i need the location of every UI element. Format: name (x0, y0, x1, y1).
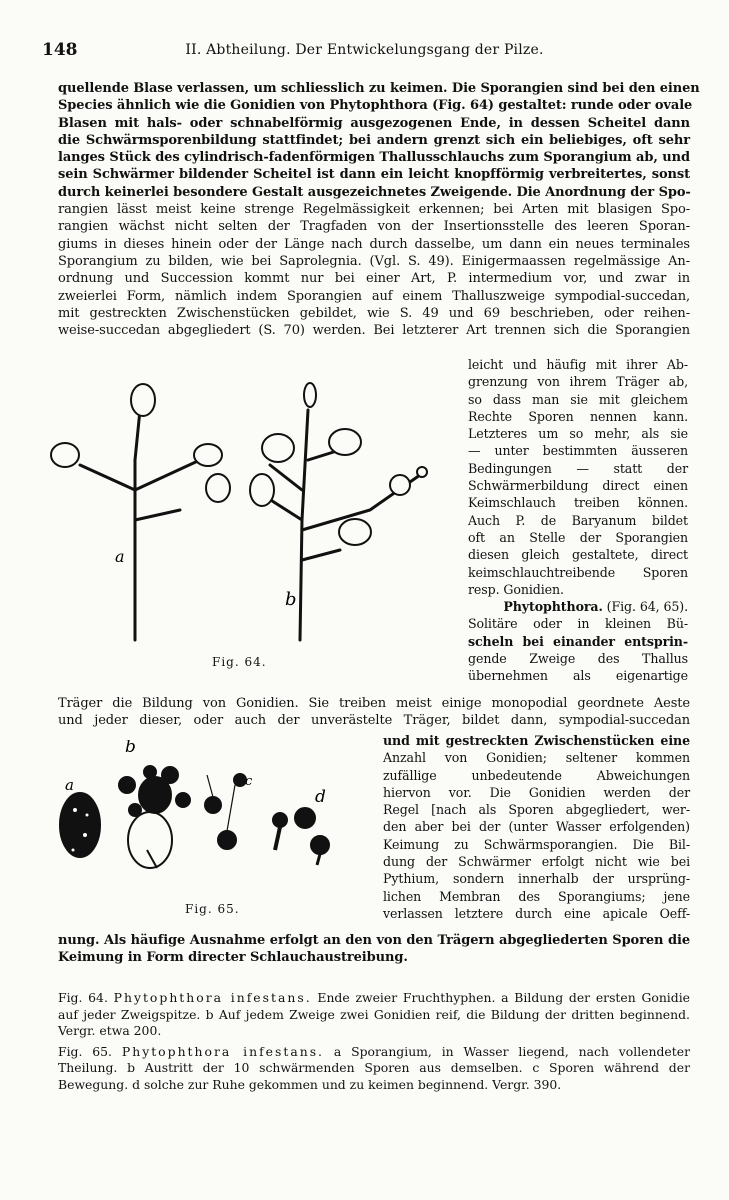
text-line: ordnung und Succession kommt nur bei einer Art, P. intermedium vor, und zwar in (58, 271, 690, 287)
text-line: rangien lässt meist keine strenge Regelmässigkeit erkennen; bei Arten mit blasigen Spo- (58, 202, 690, 218)
paragraph-5 (58, 932, 690, 967)
text-line: sein Schwärmer bildender Scheitel ist dann ein leicht knopfförmig verbreitertes, sonst (58, 167, 690, 183)
text-line: Keimung in Form directer Schlauchaustreibung. (58, 950, 408, 966)
text-line: Regel [nach als Sporen abgegliedert, wer- (383, 802, 690, 818)
text-line: zweierlei Form, nämlich indem Sporangien auf einem Thalluszweige sympodial-succedan, (58, 288, 690, 304)
text-line: Sporangium zu bilden, wie bei Saprolegnia. (Vgl. S. 49). Einigermaassen regelmässige An- (58, 253, 690, 269)
text-line: hiervon vor. Die Gonidien werden der (383, 784, 690, 800)
caption-fig65 (58, 1044, 690, 1094)
caption-label: Fig. 65. (58, 1043, 112, 1059)
text-line: weise-succedan abgegliedert (S. 70) werden. Bei letzterer Art trennen sich die Sporangien (58, 323, 690, 339)
section-heading-line (468, 598, 688, 615)
text-line: Keimung zu Schwärmsporangien. Die Bil- (383, 836, 690, 852)
text-line: — unter bestimmten äusseren (468, 443, 688, 459)
figure-65-label: Fig. 65. (185, 902, 240, 916)
text-line: oft an Stelle der Sporangien (468, 529, 688, 545)
text-line: zufällige unbedeutende Abweichungen (383, 767, 690, 783)
fig65-label-a: a (65, 776, 74, 794)
text-line: Blasen mit hals- oder schnabelförmig ausgezogenen Ende, in dessen Scheitel dann (58, 115, 690, 131)
text-line: quellende Blase verlassen, um schliesslich zu keimen. Die Sporangien sind bei den einen (58, 81, 700, 96)
figure-64-label: Fig. 64. (212, 655, 267, 669)
fig64-label-b: b (285, 589, 297, 610)
fig65-label-d: d (315, 787, 326, 807)
page-number: 148 (42, 40, 78, 60)
caption-fig64 (58, 990, 690, 1040)
fig65-label-b: b (125, 740, 136, 757)
text-line: gende Zweige des Thallus (468, 651, 688, 667)
fig64-label-a: a (115, 547, 125, 566)
paragraph-2-right-column (468, 356, 688, 685)
section-heading-ref: (Fig. 64, 65). (606, 599, 688, 615)
text-line: resp. Gonidien. (468, 581, 564, 597)
caption-text: Ende zweier Fruchthyphen. a Bildung der ersten Gonidie auf jeder Zweigspitze. b Auf jedem Zweige zwei Gonidien reif, die Bildung der dritten beginnend. Vergr. etwa 200. (58, 990, 690, 1039)
text-line: keimschlauchtreibende Sporen (468, 564, 688, 580)
text-line: langes Stück des cylindrisch-fadenförmigen Thallusschlauchs zum Sporangium ab, und (58, 150, 690, 166)
paragraph-3 (58, 695, 690, 730)
text-line: Pythium, sondern innerhalb der ursprüng- (383, 871, 690, 887)
text-line: grenzung von ihrem Träger ab, (468, 374, 688, 390)
text-line: rangien wächst nicht selten der Tragfaden von der Insertionsstelle des leeren Sporan- (58, 219, 690, 235)
text-line: die Schwärmsporenbildung stattfindet; bei andern grenzt sich ein beliebiges, oft sehr (58, 132, 690, 148)
running-header (42, 40, 687, 64)
paragraph-4-right-column (383, 732, 690, 922)
text-line: und mit gestreckten Zwischenstücken eine (383, 733, 690, 748)
caption-species: Phytophthora infestans. (113, 990, 312, 1005)
text-line: lichen Membran des Sporangiums; jene (383, 888, 690, 904)
running-title: II. Abtheilung. Der Entwickelungsgang der Pilze. (185, 42, 544, 58)
text-line: nung. Als häufige Ausnahme erfolgt an den von den Trägern abgegliederten Sporen die (58, 933, 690, 948)
text-line: durch keinerlei besondere Gestalt ausgezeichnetes Zweigende. Die Anordnung der Spo- (58, 184, 691, 200)
text-line: Species ähnlich wie die Gonidien von Phytophthora (Fig. 64) gestaltet: runde oder ovale (58, 98, 693, 114)
text-line: Schwärmerbildung direct einen (468, 478, 688, 494)
text-line: den aber bei der (unter Wasser erfolgenden) (383, 819, 690, 835)
text-line: Solitäre oder in kleinen Bü- (468, 616, 688, 632)
text-line: dung der Schwärmer erfolgt nicht wie bei (383, 854, 690, 870)
text-line: und jeder dieser, oder auch der unverästelte Träger, bildet dann, sympodial-succedan (58, 713, 690, 729)
text-line: verlassen letztere durch eine apicale Oeff- (383, 905, 690, 921)
figure-captions (58, 990, 690, 1098)
text-line: Rechte Sporen nennen kann. (468, 408, 688, 424)
text-line: Letzteres um so mehr, als sie (468, 426, 688, 442)
caption-text: a Sporangium, in Wasser liegend, nach vollendeter Theilung. b Austritt der 10 schwärmenden Sporen aus demselben. c Sporen während der Bewegung. d solche zur Ruhe gekommen und zu keimen beginnend. Vergr. 390. (58, 1043, 690, 1092)
text-line: Träger die Bildung von Gonidien. Sie treiben meist einige monopodial geordnete Aeste (58, 696, 690, 711)
figure-65-illustration (35, 740, 380, 920)
text-line: scheln bei einander entsprin- (468, 633, 688, 649)
fig65-label-c: c (245, 774, 253, 789)
text-line: giums in dieses hinein oder der Länge nach durch dasselbe, um dann ein neues terminales (58, 236, 690, 252)
text-line: Bedingungen — statt der (468, 460, 688, 476)
section-heading: Phytophthora. (503, 599, 603, 615)
figure-64-illustration (40, 370, 460, 650)
paragraph-1 (58, 80, 700, 339)
text-line: so dass man sie mit gleichem (468, 391, 688, 407)
text-line: Auch P. de Baryanum bildet (468, 512, 688, 528)
text-line: Keimschlauch treiben können. (468, 495, 688, 511)
caption-label: Fig. 64. (58, 990, 108, 1005)
caption-species: Phytophthora infestans. (121, 1043, 324, 1059)
text-line: übernehmen als eigenartige (468, 668, 688, 684)
text-line: Anzahl von Gonidien; seltener kommen (383, 750, 690, 766)
text-line: leicht und häufig mit ihrer Ab- (468, 357, 688, 372)
text-line: diesen gleich gestaltete, direct (468, 547, 688, 563)
text-line: mit gestreckten Zwischenstücken gebildet, wie S. 49 und 69 beschrieben, oder reihen- (58, 305, 690, 321)
